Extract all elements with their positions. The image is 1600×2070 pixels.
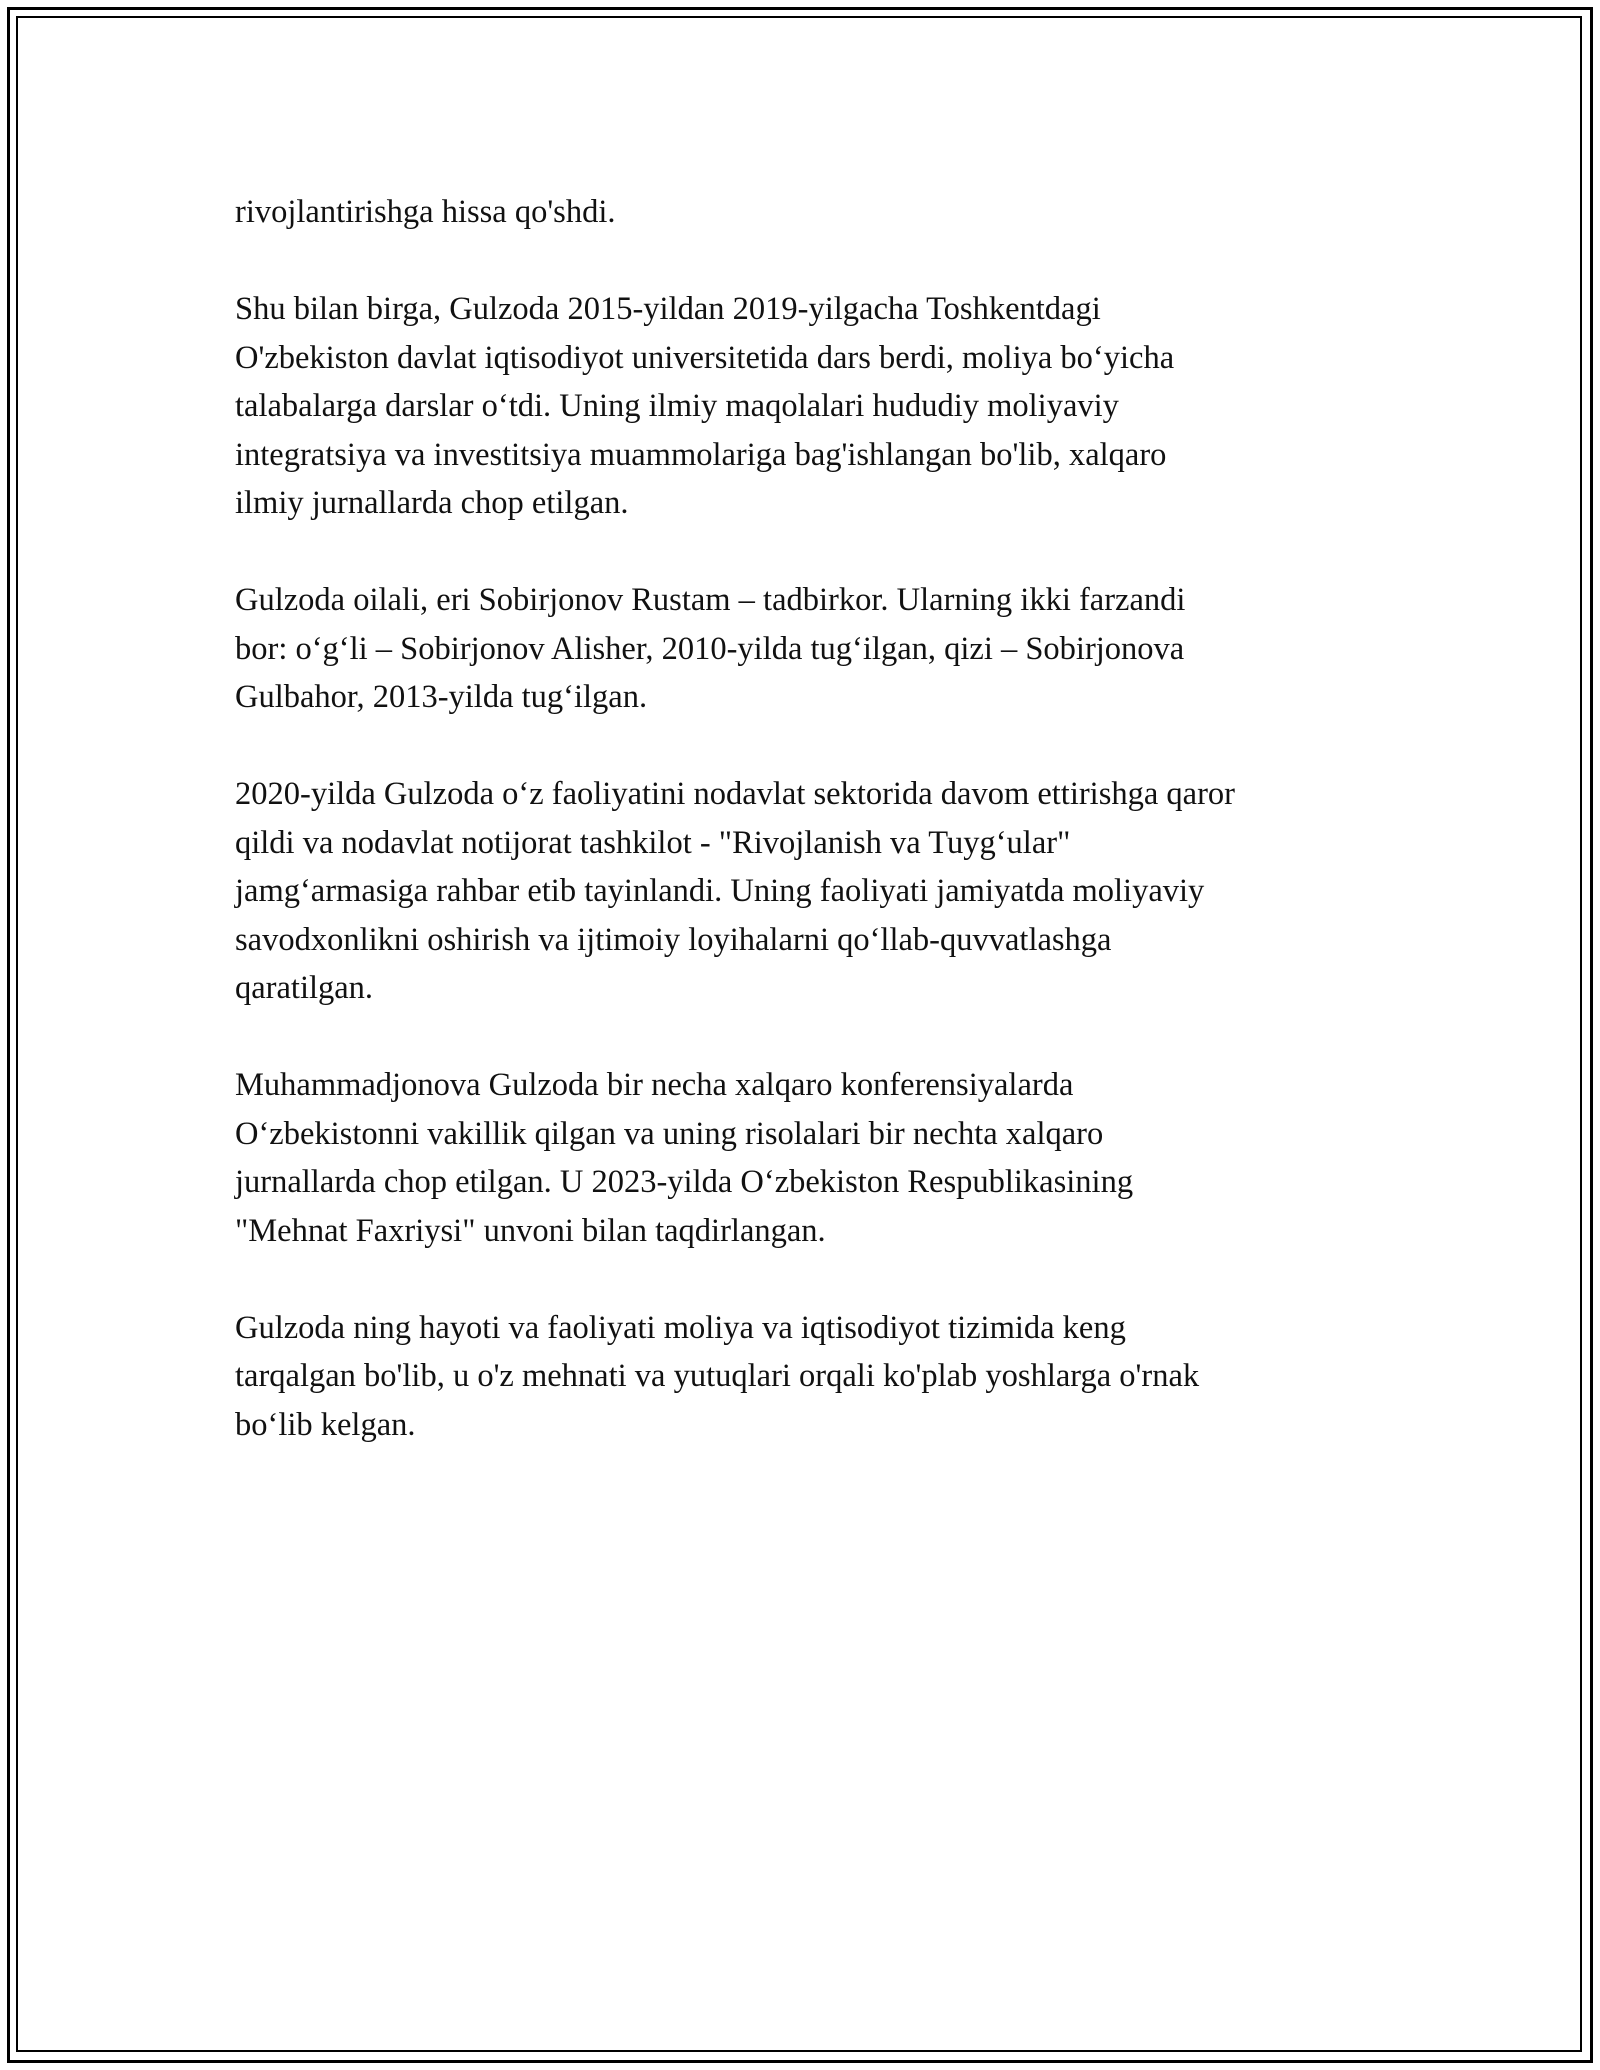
paragraph-1: rivojlantirishga hissa qo'shdi. xyxy=(235,194,616,230)
paragraph-2: Shu bilan birga, Gulzoda 2015-yildan 2019-yilgacha Toshkentdagi O'zbekiston davlat iqtisodiyot universitetida dars berdi, moliya bo‘yicha talabalarga darslar o‘tdi. Uning ilmiy maqolalari hududiy moliyaviy integratsiya va investitsiya muammolariga bag'ishlangan bo'lib, xalqaro ilmiy jurnallarda chop etilgan. xyxy=(235,291,1175,521)
document-body xyxy=(235,188,1375,1498)
paragraph-6: Gulzoda ning hayoti va faoliyati moliya va iqtisodiyot tizimida keng tarqalgan bo'lib, u o'z mehnati va yutuqlari orqali ko'plab yoshlarga o'rnak bo‘lib kelgan. xyxy=(235,1309,1200,1443)
paragraph-4: 2020-yilda Gulzoda o‘z faoliyatini nodavlat sektorida davom ettirishga qaror qildi va nodavlat notijorat tashkilot - "Rivojlanish va Tuyg‘ular" jamg‘armasiga rahbar etib tayinlandi. Uning faoliyati jamiyatda moliyaviy savodxonlikni oshirish va ijtimoiy loyihalarni qo‘llab-quvvatlashga qaratilgan. xyxy=(235,776,1235,1006)
paragraph-5: Muhammadjonova Gulzoda bir necha xalqaro konferensiyalarda O‘zbekistonni vakillik qilgan va uning risolalari bir nechta xalqaro jurnallarda chop etilgan. U 2023-yilda O‘zbekiston Respublikasining "Mehnat Faxriysi" unvoni bilan taqdirlangan. xyxy=(235,1067,1134,1249)
paragraph-3: Gulzoda oilali, eri Sobirjonov Rustam – tadbirkor. Ularning ikki farzandi bor: o‘g‘li – Sobirjonov Alisher, 2010-yilda tug‘ilgan, qizi – Sobirjonova Gulbahor, 2013-yilda tug‘ilgan. xyxy=(235,582,1186,715)
